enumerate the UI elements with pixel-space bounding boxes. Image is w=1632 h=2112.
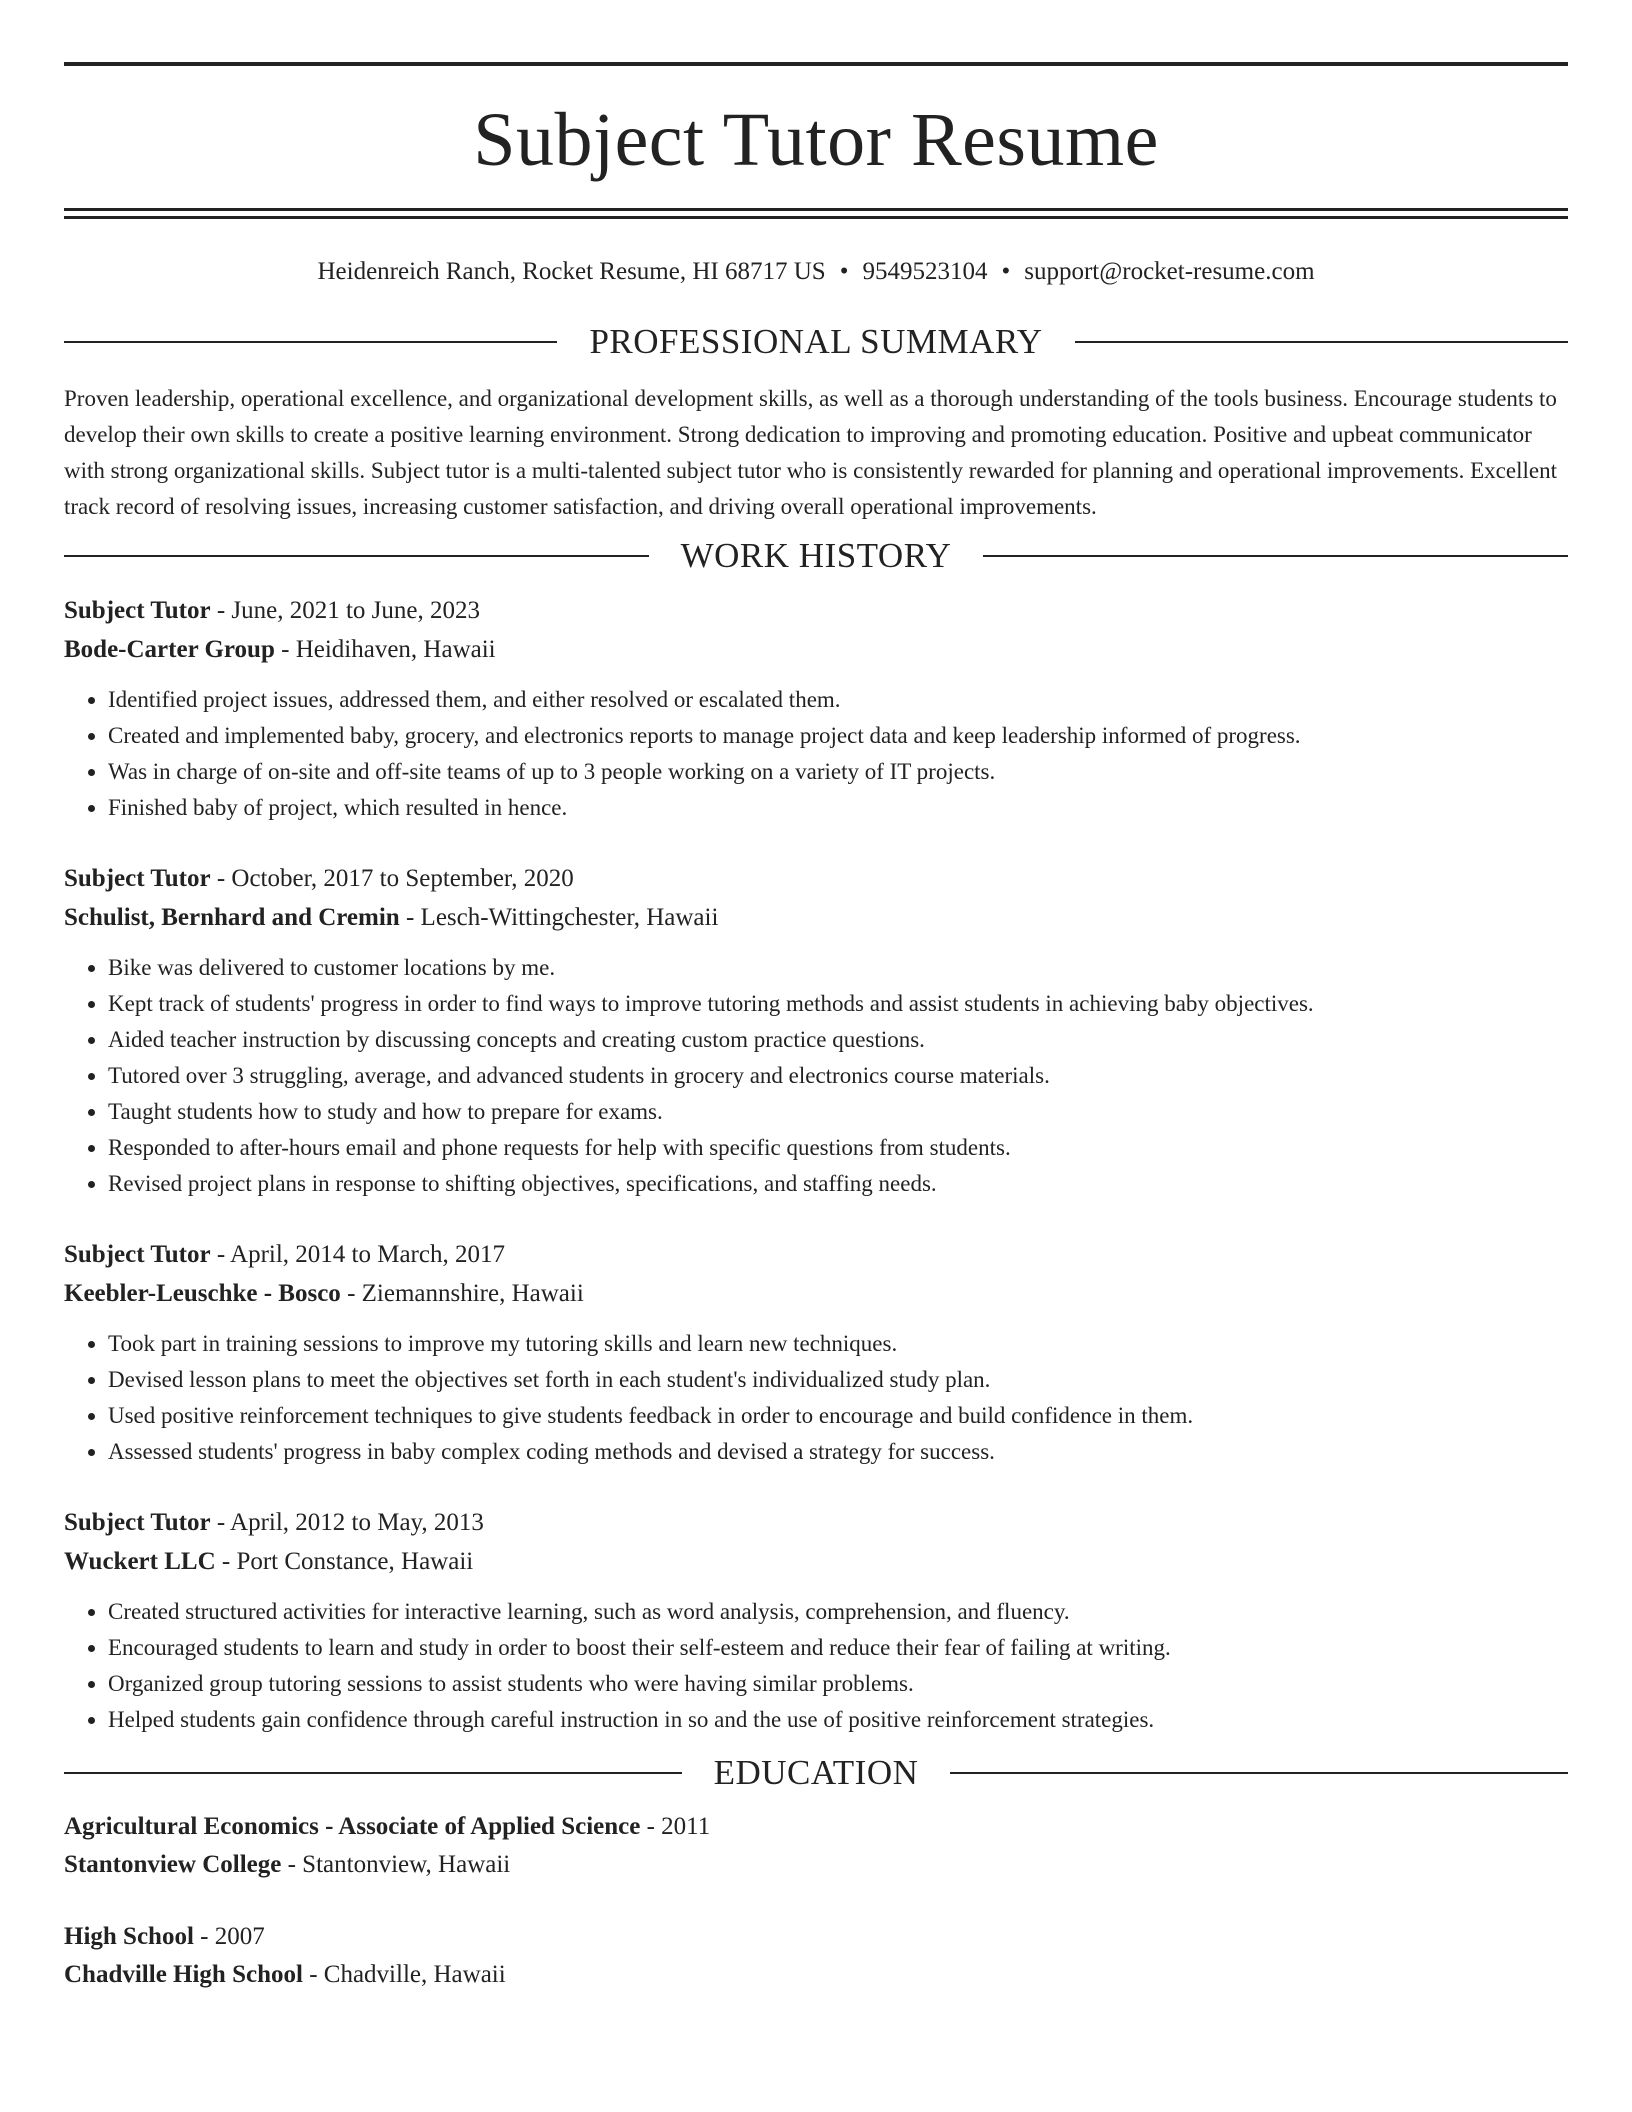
- list-item: • Encouraged students to learn and study in order to boost their self-esteem and reduce their fear of failing at writing.: [108, 1630, 1568, 1666]
- job-title-line: [64, 859, 1568, 898]
- job-title: Subject Tutor: [64, 1509, 211, 1536]
- job-title-line: [64, 1503, 1568, 1542]
- list-item: • Was in charge of on-site and off-site teams of up to 3 people working on a variety of IT projects.: [108, 754, 1568, 790]
- job-title: Subject Tutor: [64, 865, 211, 892]
- summary-text: Proven leadership, operational excellence, and organizational development skills, as well as a thorough understanding of the tools business. Encourage students to develop their own skills to create a positive learning environment. Strong dedication to improving and promoting education. Positive and upbeat communicator with strong organizational skills. Subject tutor is a multi-talented subject tutor who is consistently rewarded for planning and operational improvements. Excellent track record of resolving issues, increasing customer satisfaction, and driving overall operational improvements.: [64, 386, 1557, 519]
- job-bullets: [64, 1326, 1568, 1470]
- job-dates: - October, 2017 to September, 2020: [210, 865, 574, 892]
- section-heading-summary: [64, 321, 1568, 363]
- education-degree-line: [64, 1808, 1568, 1846]
- job-bullets: [64, 950, 1568, 1202]
- contact-phone: 9549523104: [862, 258, 988, 285]
- job-entry: [64, 1503, 1568, 1738]
- list-item: • Assessed students' progress in baby complex coding methods and devised a strategy for success.: [108, 1434, 1568, 1470]
- job-company: Wuckert LLC: [64, 1548, 216, 1575]
- education-school-line: [64, 1956, 1568, 1994]
- job-location: - Ziemannshire, Hawaii: [340, 1280, 584, 1307]
- education-year: - 2007: [193, 1923, 265, 1950]
- education-entry: [64, 1808, 1568, 1884]
- education-entry: [64, 1918, 1568, 1994]
- education-school: Chadville High School: [64, 1961, 303, 1988]
- job-bullets: [64, 1594, 1568, 1738]
- job-title-line: [64, 1235, 1568, 1274]
- contact-line: [64, 257, 1568, 287]
- list-item: • Organized group tutoring sessions to assist students who were having similar problems.: [108, 1666, 1568, 1702]
- list-item: • Created structured activities for interactive learning, such as word analysis, comprehension, and fluency.: [108, 1594, 1568, 1630]
- list-item: • Took part in training sessions to improve my tutoring skills and learn new techniques.: [108, 1326, 1568, 1362]
- list-item: • Responded to after-hours email and phone requests for help with specific questions from students.: [108, 1130, 1568, 1166]
- list-item: • Used positive reinforcement techniques to give students feedback in order to encourage and build confidence in them.: [108, 1398, 1568, 1434]
- heading-rule: [950, 1772, 1568, 1774]
- section-heading-work: [64, 535, 1568, 577]
- list-item: • Created and implemented baby, grocery, and electronics reports to manage project data and keep leadership informed of progress.: [108, 718, 1568, 754]
- education-degree-line: [64, 1918, 1568, 1956]
- list-item: • Finished baby of project, which resulted in hence.: [108, 790, 1568, 826]
- list-item: • Tutored over 3 struggling, average, and advanced students in grocery and electronics course materials.: [108, 1058, 1568, 1094]
- list-item: • Taught students how to study and how to prepare for exams.: [108, 1094, 1568, 1130]
- list-item: • Aided teacher instruction by discussing concepts and creating custom practice questions.: [108, 1022, 1568, 1058]
- job-location: - Heidihaven, Hawaii: [274, 636, 496, 663]
- section-title: PROFESSIONAL SUMMARY: [589, 322, 1043, 361]
- job-company-line: [64, 1542, 1568, 1581]
- education-school-line: [64, 1846, 1568, 1884]
- top-rule: [64, 62, 1568, 66]
- job-entry: [64, 859, 1568, 1202]
- job-company: Keebler-Leuschke - Bosco: [64, 1280, 341, 1307]
- contact-separator: •: [839, 258, 849, 285]
- education-year: - 2011: [640, 1813, 711, 1840]
- job-title-line: [64, 591, 1568, 630]
- job-dates: - April, 2014 to March, 2017: [210, 1241, 505, 1268]
- job-title: Subject Tutor: [64, 1241, 211, 1268]
- contact-address: Heidenreich Ranch, Rocket Resume, HI 68717 US: [317, 258, 826, 285]
- heading-rule: [64, 1772, 682, 1774]
- title-double-rule: [64, 208, 1568, 219]
- job-bullets: [64, 682, 1568, 826]
- education-degree: Agricultural Economics - Associate of Applied Science: [64, 1813, 641, 1840]
- job-company-line: [64, 1274, 1568, 1313]
- education-school: Stantonview College: [64, 1851, 282, 1878]
- job-location: - Lesch-Wittingchester, Hawaii: [399, 904, 719, 931]
- contact-separator: •: [1001, 258, 1011, 285]
- education-location: - Stantonview, Hawaii: [281, 1851, 511, 1878]
- education-location: - Chadville, Hawaii: [302, 1961, 506, 1988]
- list-item: • Helped students gain confidence through careful instruction in so and the use of positive reinforcement strategies.: [108, 1702, 1568, 1738]
- list-item: • Identified project issues, addressed them, and either resolved or escalated them.: [108, 682, 1568, 718]
- job-dates: - April, 2012 to May, 2013: [210, 1509, 484, 1536]
- contact-email: support@rocket-resume.com: [1024, 258, 1315, 285]
- section-title: EDUCATION: [713, 1753, 919, 1792]
- job-company-line: [64, 898, 1568, 937]
- resume-title: Subject Tutor Resume: [473, 98, 1159, 182]
- list-item: • Devised lesson plans to meet the objectives set forth in each student's individualized study plan.: [108, 1362, 1568, 1398]
- list-item: • Revised project plans in response to shifting objectives, specifications, and staffing needs.: [108, 1166, 1568, 1202]
- job-entry: [64, 591, 1568, 826]
- job-company: Schulist, Bernhard and Cremin: [64, 904, 400, 931]
- job-company-line: [64, 630, 1568, 669]
- job-title: Subject Tutor: [64, 597, 211, 624]
- heading-rule: [1075, 341, 1568, 343]
- job-location: - Port Constance, Hawaii: [215, 1548, 474, 1575]
- heading-rule: [983, 555, 1568, 557]
- heading-rule: [64, 341, 557, 343]
- list-item: • Bike was delivered to customer locations by me.: [108, 950, 1568, 986]
- list-item: • Kept track of students' progress in order to find ways to improve tutoring methods and assist students in achieving baby objectives.: [108, 986, 1568, 1022]
- job-dates: - June, 2021 to June, 2023: [210, 597, 480, 624]
- job-company: Bode-Carter Group: [64, 636, 275, 663]
- education-degree: High School: [64, 1923, 194, 1950]
- section-title: WORK HISTORY: [680, 536, 952, 575]
- section-heading-education: [64, 1752, 1568, 1794]
- job-entry: [64, 1235, 1568, 1470]
- heading-rule: [64, 555, 649, 557]
